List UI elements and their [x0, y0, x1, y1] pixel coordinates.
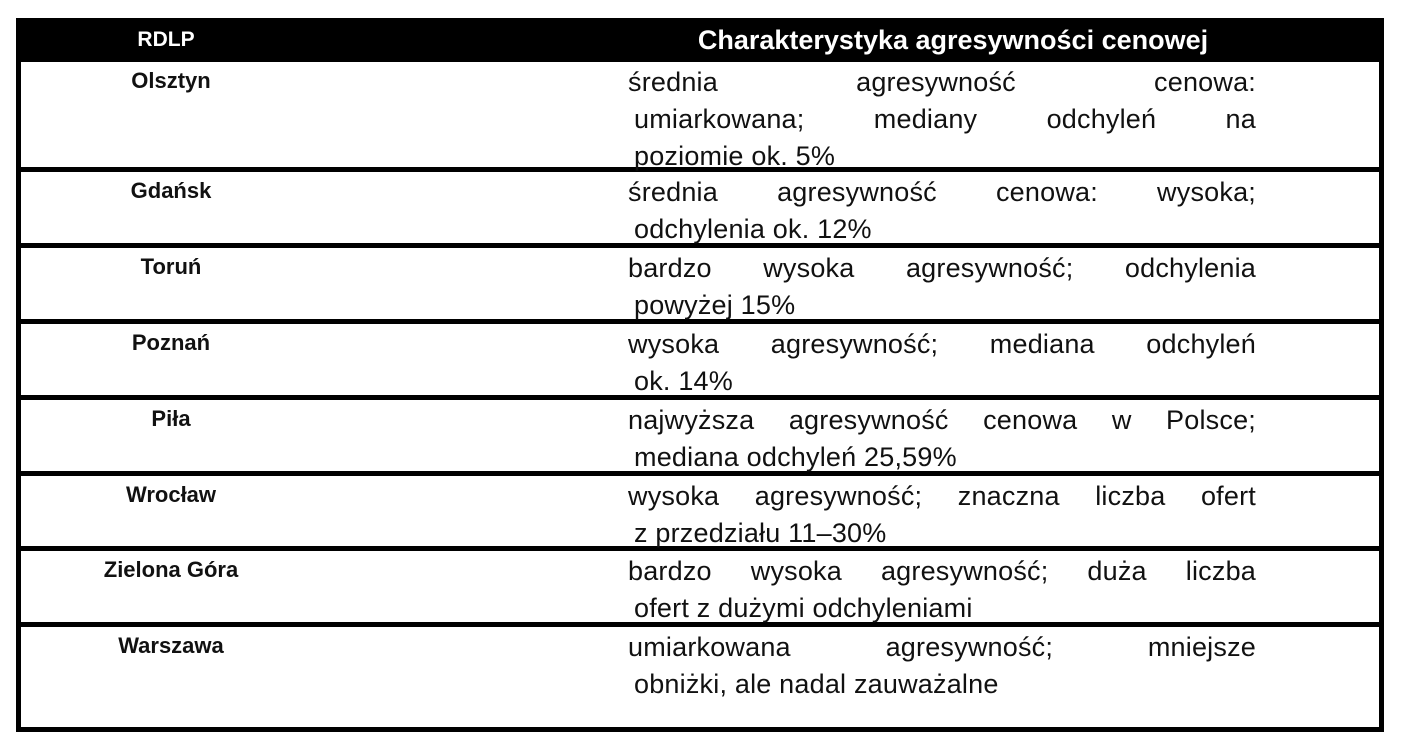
- rdlp-name: Warszawa: [118, 633, 224, 658]
- rdlp-name: Piła: [151, 406, 191, 431]
- characteristics-text: [628, 478, 1256, 552]
- table-row: [21, 551, 1379, 627]
- rdlp-name: Gdańsk: [130, 178, 212, 203]
- text-line: mediana odchyleń 25,59%: [634, 442, 957, 472]
- text-line: wysoka agresywność; znaczna liczba ofert: [628, 481, 1256, 511]
- rdlp-price-aggressiveness-table: [16, 18, 1384, 732]
- characteristics-text: [628, 402, 1256, 476]
- text-line: ofert z dużymi odchyleniami: [634, 593, 973, 623]
- table-header: [16, 18, 1384, 62]
- characteristics-text: [628, 629, 1256, 703]
- text-line: z przedziału 11–30%: [634, 518, 887, 548]
- text-line: ok. 14%: [634, 366, 733, 396]
- rdlp-name: Zielona Góra: [103, 557, 239, 582]
- text-line: poziomie ok. 5%: [634, 141, 836, 171]
- text-line: średnia agresywność cenowa: wysoka;: [628, 177, 1256, 207]
- text-line: bardzo wysoka agresywność; duża liczba: [628, 556, 1256, 586]
- characteristics-text: [628, 250, 1256, 324]
- table-row: [21, 172, 1379, 248]
- text-line: bardzo wysoka agresywność; odchylenia: [628, 253, 1256, 283]
- text-line: średnia agresywność cenowa:: [628, 67, 1256, 97]
- text-line: powyżej 15%: [634, 290, 796, 320]
- text-line: najwyższa agresywność cenowa w Polsce;: [628, 405, 1256, 435]
- rdlp-name: Toruń: [140, 254, 202, 279]
- rdlp-name: Poznań: [131, 330, 211, 355]
- table-row: [21, 324, 1379, 400]
- characteristics-text: [628, 553, 1256, 627]
- text-line: odchylenia ok. 12%: [634, 214, 872, 244]
- table-row: [21, 627, 1379, 727]
- text-line: obniżki, ale nadal zauważalne: [634, 669, 999, 699]
- rdlp-name: Wrocław: [125, 482, 217, 507]
- table-row: [21, 400, 1379, 476]
- table-row: [21, 476, 1379, 551]
- text-line: umiarkowana; mediany odchyleń na: [634, 104, 1256, 134]
- text-line: umiarkowana agresywność; mniejsze: [628, 632, 1256, 662]
- characteristics-text: [628, 174, 1256, 248]
- rdlp-name: Olsztyn: [131, 68, 211, 93]
- header-characteristics: Charakterystyka agresywności cenowej: [697, 25, 1209, 55]
- text-line: wysoka agresywność; mediana odchyleń: [628, 329, 1256, 359]
- characteristics-text: [628, 326, 1256, 400]
- table-row: [21, 62, 1379, 172]
- table-row: [21, 248, 1379, 324]
- characteristics-text: [628, 64, 1256, 175]
- header-rdlp: RDLP: [137, 28, 195, 51]
